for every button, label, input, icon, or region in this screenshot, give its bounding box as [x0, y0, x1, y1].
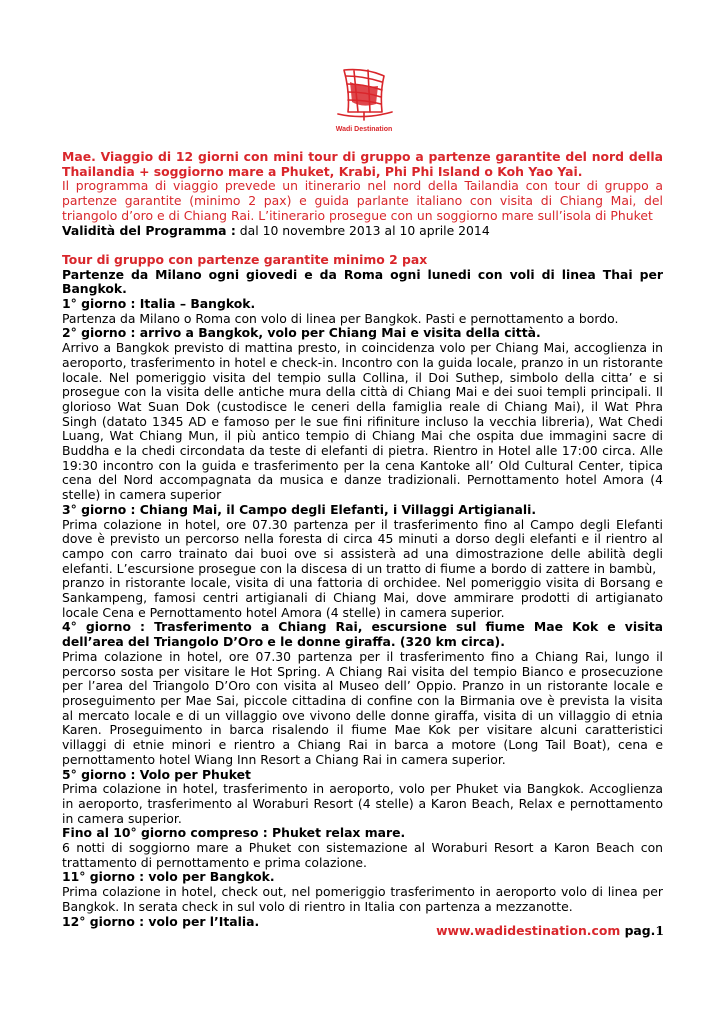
day-1-title: 1° giorno : Italia – Bangkok.	[62, 296, 256, 312]
day-3-text: Prima colazione in hotel, ore 07.30 partenza per il trasferimento fino al Campo degli Elefanti dove è previsto un percorso nella foresta di circa 45 minuti a dorso degli elefanti e il rientro al campo con carro trainato dai buoi ove si assisterà ad una dimostrazione delle abilità degli elefanti. L’escursione prosegue con la discesa di un tratto di fiume a bordo di zattere in bambù,	[62, 516, 663, 576]
intro-paragraph: Il programma di viaggio prevede un itinerario nel nord della Tailandia con tour di gruppo a partenze garantite (minimo 2 pax) e guida parlante italiano con visita di Chiang Mai, del triangolo d’oro e di Chiang Rai. L’itinerario prosegue con un soggiorno mare sull’isola di Phuket	[62, 178, 663, 223]
day-2-text: Arrivo a Bangkok previsto di mattina presto, in coincidenza volo per Chiang Mai, accoglienza in aeroporto, trasferimento in hotel e check-in. Incontro con la guida locale, pranzo in un ristorante locale. Nel pomeriggio visita del tempio sulla Collina, il Doi Suthep, simbolo della citta’ e si prosegue con la visita delle antiche mura della città di Chiang Mai e dei suoi templi principali. Il glorioso Wat Suan Dok (custodisce le ceneri della famiglia reale di Chiang Mai), il Wat Phra Singh (datato 1345 AD e famoso per le sue fini rifiniture incluso la vecchia libreria), Wat Chedi Luang, Wat Chiang Mun, il più antico tempio di Chiang Mai che ospita due immagini sacre di Buddha e la chedi circondata da teste di elefanti di pietra. Rientro in Hotel alle 17:00 circa. Alle 19:30 incontro con la guida e trasferimento per la cena Kantoke all’ Old Cultural Center, tipica cena del Nord accompagnata da musica e danze tradizionali. Pernottamento hotel Amora (4 stelle) in camera superior	[62, 340, 663, 503]
day-12-title: 12° giorno : volo per l’Italia.	[62, 913, 260, 929]
headline: Mae. Viaggio di 12 giorni con mini tour di gruppo a partenze garantite del nord della Thailandia + soggiorno mare a Phuket, Krabi, Phi Phi Island o Koh Yao Yai.	[62, 149, 663, 179]
validity-value: dal 10 novembre 2013 al 10 aprile 2014	[235, 222, 490, 238]
website-link[interactable]: www.wadidestination.com	[436, 923, 621, 938]
day-2-title: 2° giorno : arrivo a Bangkok, volo per Chiang Mai e visita della città.	[62, 325, 541, 341]
day-4-text: Prima colazione in hotel, ore 07.30 partenza per il trasferimento fino a Chiang Rai, lungo il percorso sosta per visitare le Hot Spring. A Chiang Rai visita del tempio Bianco e prosecuzione per l’area del Triangolo D’Oro con visita al Museo dell’ Oppio. Pranzo in un ristorante locale e proseguimento per Mae Sai, piccole cittadina di confine con la Birmania ove è prevista la visita al mercato locale e di un villaggio ove vivono delle donne giraffa, visita di un villaggio di etnia Karen. Proseguimento in barca risalendo il fiume Mae Kok per visitare alcuni caratteristici villaggi di etnie minori e rientro a Chiang Rai in barca a motore (Long Tail Boat), cena e pernottamento hotel Wiang Inn Resort a Chiang Rai in camera superior.	[62, 648, 663, 767]
company-logo	[324, 62, 404, 140]
day-3-title: 3° giorno : Chiang Mai, il Campo degli Elefanti, i Villaggi Artigianali.	[62, 501, 537, 517]
day-5-text: Prima colazione in hotel, trasferimento in aeroporto, volo per Phuket via Bangkok. Accoglienza in aeroporto, trasferimento al Woraburi Resort (4 stelle) a Karon Beach, Relax e pernottamento in camera superior.	[62, 781, 663, 826]
day-10-title: Fino al 10° giorno compreso : Phuket relax mare.	[62, 825, 406, 841]
page-footer	[436, 923, 664, 938]
page-number: 1	[655, 923, 664, 938]
departures-line: Partenze da Milano ogni giovedi e da Roma ogni lunedi con voli di linea Thai per Bangkok.	[62, 266, 663, 297]
day-3-text-continued: pranzo in ristorante locale, visita di una fattoria di orchidee. Nel pomeriggio visita di Borsang e Sankampeng, famosi centri artigianali di Chiang Mai, dove ammirare prodotti di artigianato locale Cena e Pernottamento hotel Amora (4 stelle) in camera superior.	[62, 575, 663, 620]
validity-label: Validità del Programma :	[62, 222, 236, 238]
page-label: pag.	[620, 923, 656, 938]
tour-heading: Tour di gruppo con partenze garantite minimo 2 pax	[62, 251, 428, 267]
day-5-title: 5° giorno : Volo per Phuket	[62, 766, 251, 782]
sailboat-logo-icon	[324, 62, 404, 124]
day-11-text: Prima colazione in hotel, check out, nel pomeriggio trasferimento in aeroporto volo di linea per Bangkok. In serata check in sul volo di rientro in Italia con partenza a mezzanotte.	[62, 884, 663, 914]
validity-line	[62, 224, 663, 239]
day-10-text: 6 notti di soggiorno mare a Phuket con sistemazione al Woraburi Resort a Karon Beach con trattamento di pernottamento e prima colazione.	[62, 840, 663, 870]
day-1-text: Partenza da Milano o Roma con volo di linea per Bangkok. Pasti e pernottamento a bordo.	[62, 310, 619, 326]
itinerary-document	[62, 150, 663, 929]
day-4-title: 4° giorno : Trasferimento a Chiang Rai, escursione sul fiume Mae Kok e visita dell’area del Triangolo D’Oro e le donne giraffa. (320 km circa).	[62, 619, 663, 650]
brand-name: Wadi Destination	[335, 126, 393, 133]
day-11-title: 11° giorno : volo per Bangkok.	[62, 869, 275, 885]
